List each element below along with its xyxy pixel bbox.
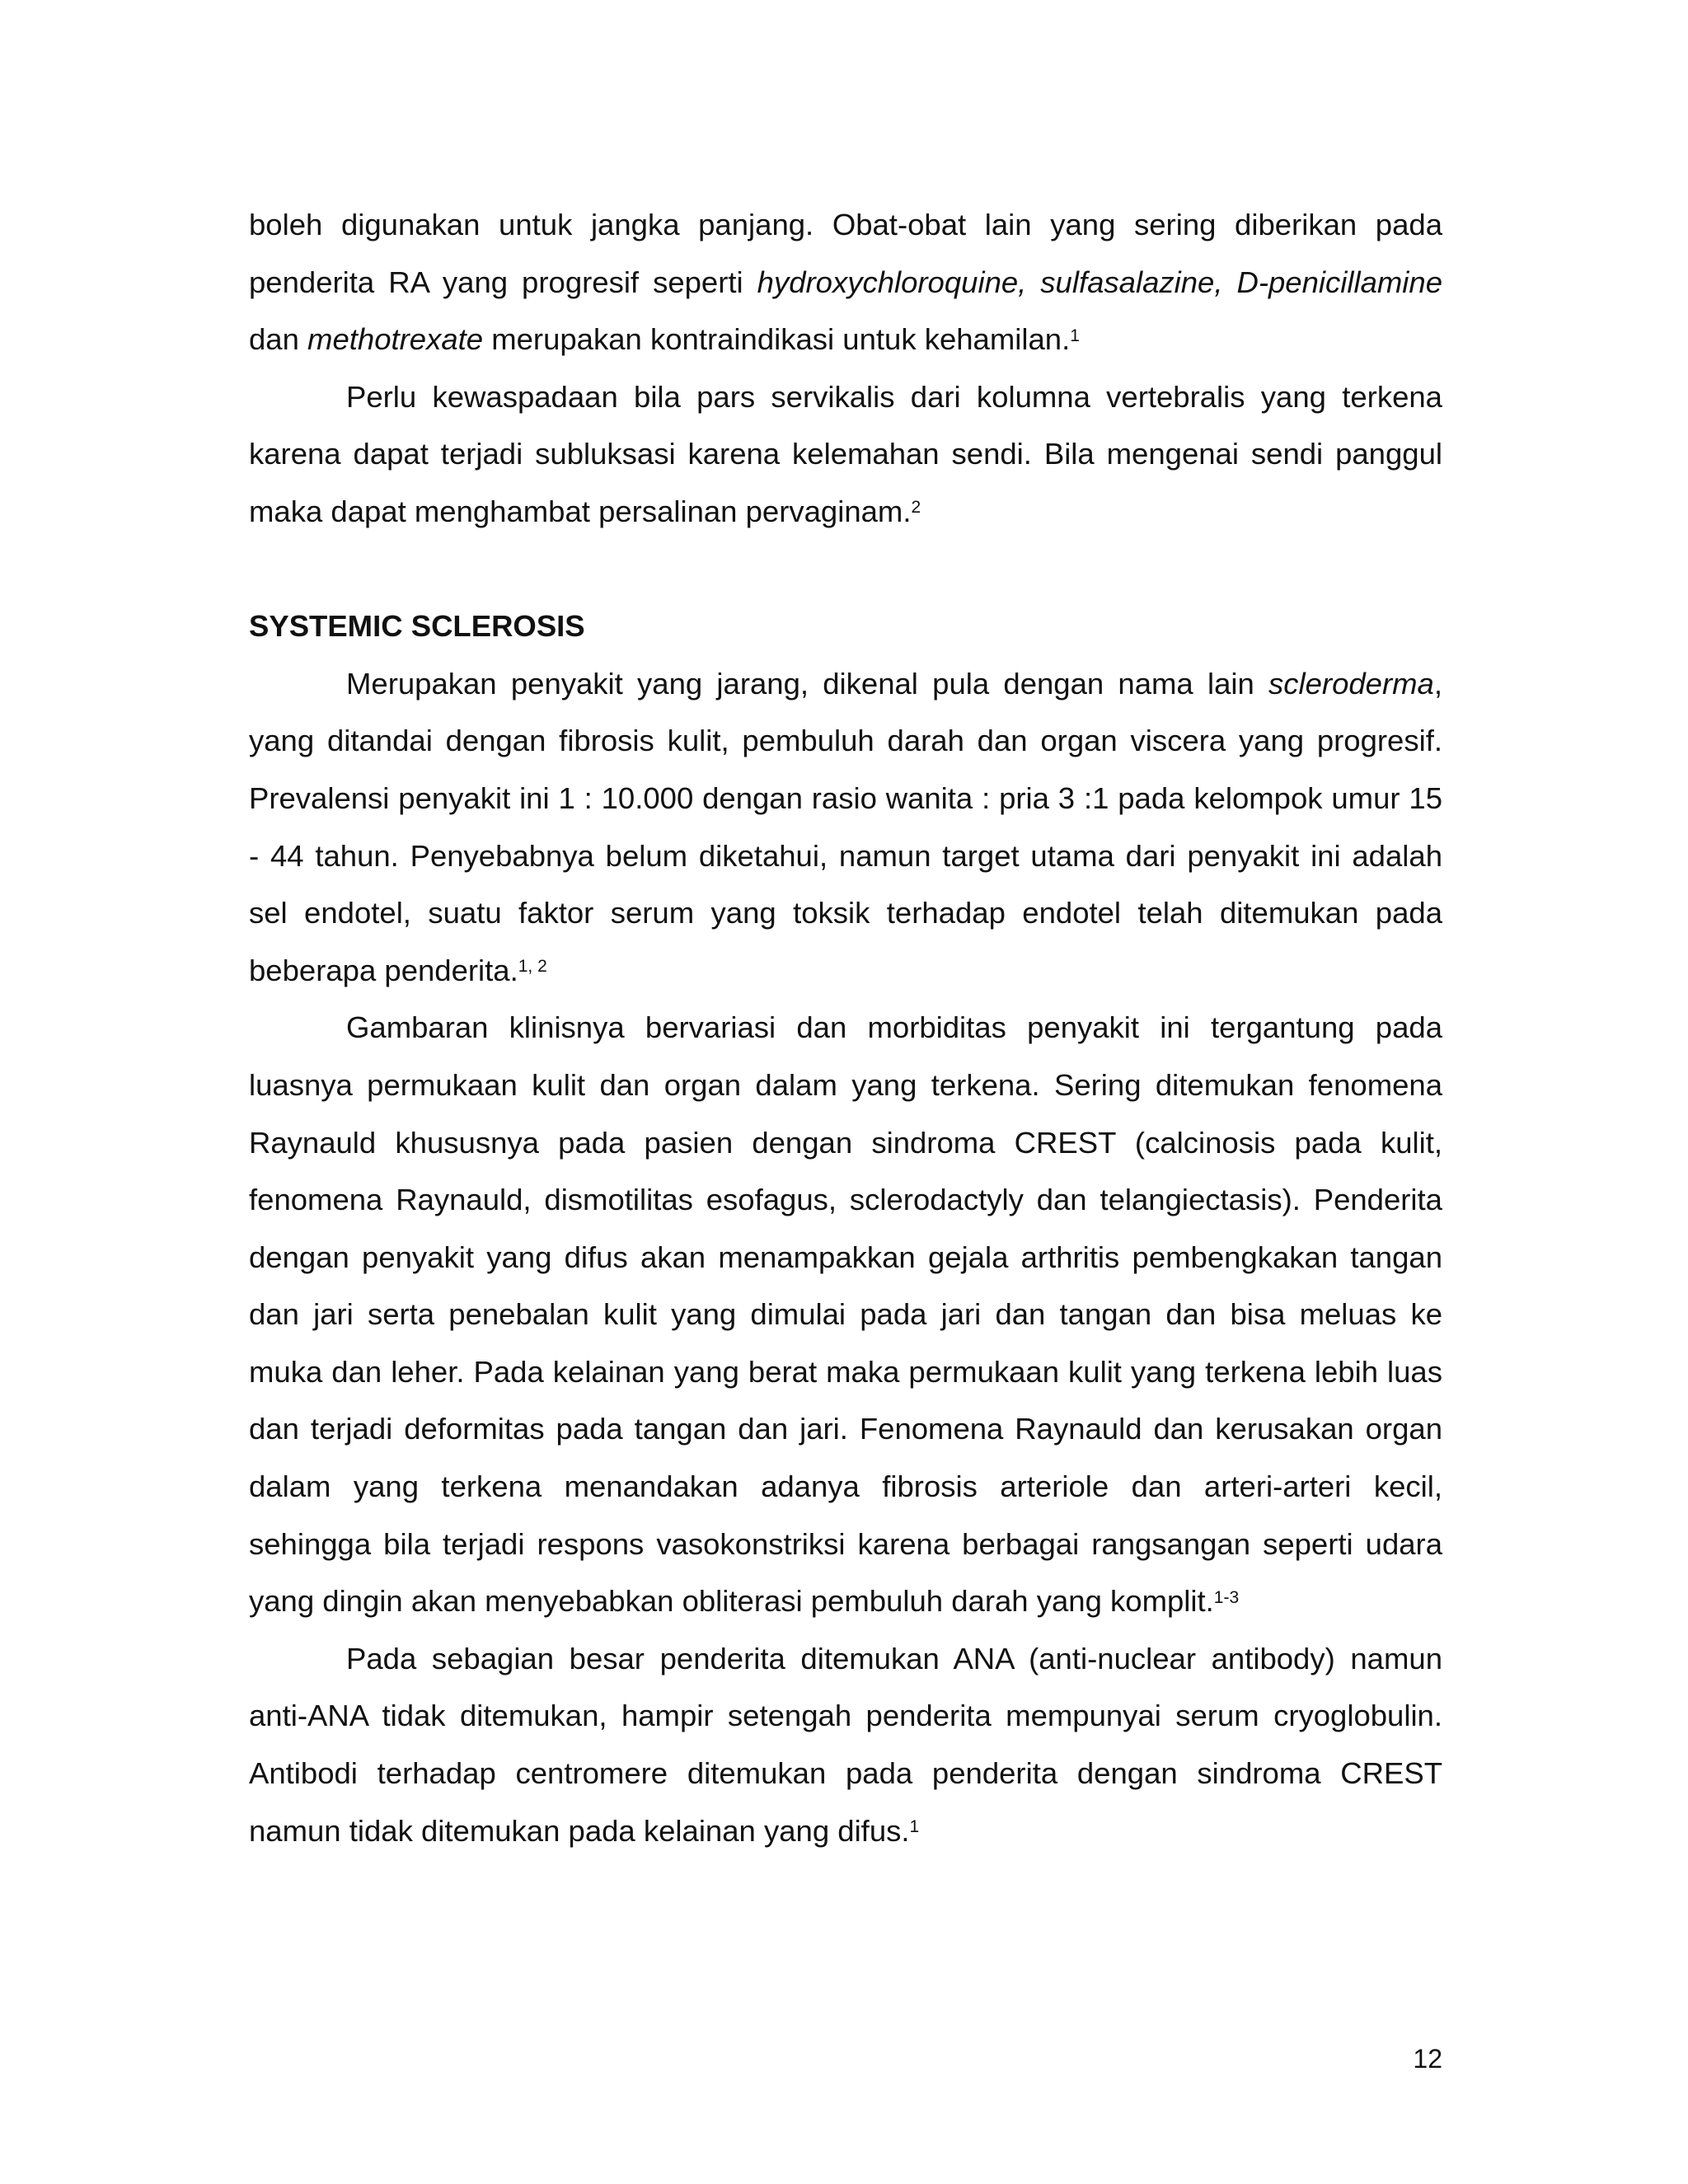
italic-drug-names: hydroxychloroquine, sulfasalazine, D-penicillamine xyxy=(757,265,1442,299)
italic-term: scleroderma xyxy=(1268,666,1434,701)
document-page xyxy=(249,196,1442,1859)
paragraph-clinical-picture xyxy=(249,999,1442,1630)
citation-superscript: 2 xyxy=(911,498,921,518)
paragraph-text: Gambaran klinisnya bervariasi dan morbiditas penyakit ini tergantung pada luasnya permukaan kulit dan organ dalam yang terkena. Sering ditemukan fenomena Raynauld khususnya pada pasien dengan sindroma CREST (calcinosis pada kulit, fenomena Raynauld, dismotilitas esofagus, sclerodactyly dan telangiectasis). Penderita dengan penyakit yang difus akan menampakkan gejala arthritis pembengkakan tangan dan jari serta penebalan kulit yang dimulai pada jari dan tangan dan bisa meluas ke muka dan leher. Pada kelainan yang berat maka permukaan kulit yang terkena lebih luas dan terjadi deformitas pada tangan dan jari. Fenomena Raynauld dan kerusakan organ dalam yang terkena menandakan adanya fibrosis arteriole dan arteri-arteri kecil, sehingga bila terjadi respons vasokonstriksi karena berbagai rangsangan seperti udara yang dingin akan menyebabkan obliterasi pembuluh darah yang komplit. xyxy=(249,1010,1442,1619)
paragraph-text: Perlu kewaspadaan bila pars servikalis dari kolumna vertebralis yang terkena karena dapat terjadi subluksasi karena kelemahan sendi. Bila mengenai sendi panggul maka dapat menghambat persalinan pervaginam. xyxy=(249,379,1442,528)
section-spacer xyxy=(249,541,1442,598)
paragraph-text: Pada sebagian besar penderita ditemukan ANA (anti-nuclear antibody) namun anti-ANA tidak ditemukan, hampir setengah penderita mempunyai serum cryoglobulin. Antibodi terhadap centromere ditemukan pada penderita dengan sindroma CREST namun tidak ditemukan pada kelainan yang difus. xyxy=(249,1641,1442,1848)
paragraph-text: Merupakan penyakit yang jarang, dikenal pula dengan nama lain xyxy=(346,666,1269,701)
section-heading: SYSTEMIC SCLEROSIS xyxy=(249,609,585,644)
paragraph-text: , yang ditandai dengan fibrosis kulit, pembuluh darah dan organ viscera yang progresif. Prevalensi penyakit ini 1 : 10.000 dengan rasio wanita : pria 3 :1 pada kelompok umur 15 - 44 tahun. Penyebabnya belum diketahui, namun target utama dari penyakit ini adalah sel endotel, suatu faktor serum yang toksik terhadap endotel telah ditemukan pada beberapa penderita. xyxy=(249,666,1442,987)
paragraph-antibodies xyxy=(249,1630,1442,1859)
paragraph-text: merupakan kontraindikasi untuk kehamilan. xyxy=(483,322,1071,357)
citation-superscript: 1, 2 xyxy=(518,957,547,977)
paragraph-cervical xyxy=(249,368,1442,541)
page-number: 12 xyxy=(1413,2044,1442,2074)
paragraph-text: dan xyxy=(249,322,308,357)
citation-superscript: 1 xyxy=(1070,326,1080,345)
citation-superscript: 1 xyxy=(909,1817,920,1837)
paragraph-text: boleh digunakan untuk jangka panjang. Obat-obat lain yang sering diberikan pada penderita RA yang progresif seperti xyxy=(249,208,1442,299)
paragraph-ra-drugs xyxy=(249,196,1442,368)
citation-superscript: 1-3 xyxy=(1213,1587,1240,1607)
italic-drug-name: methotrexate xyxy=(307,322,484,357)
paragraph-scleroderma-intro xyxy=(249,655,1442,1000)
